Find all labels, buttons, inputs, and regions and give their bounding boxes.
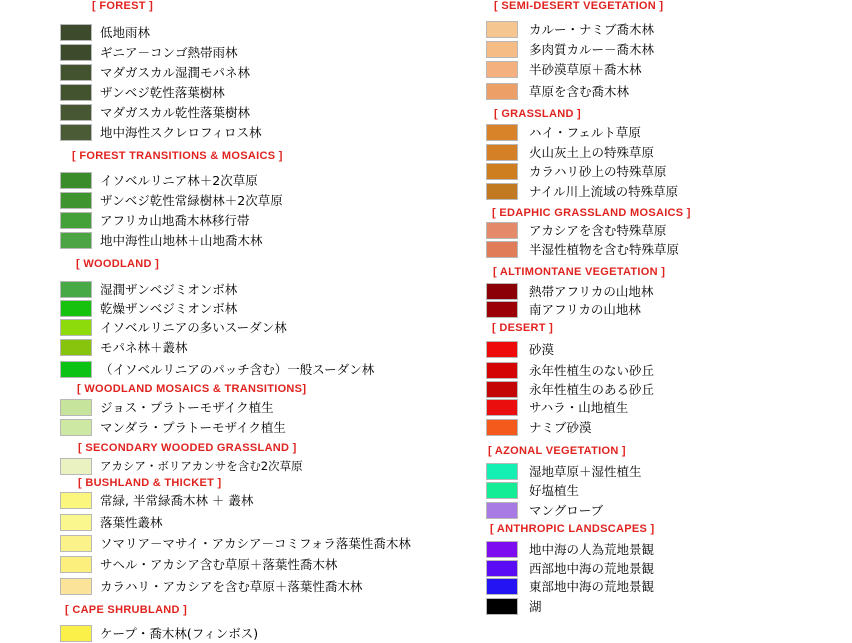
section-header-cape-shrubland: [ CAPE SHRUBLAND ] (65, 604, 188, 616)
legend-swatch (486, 124, 518, 141)
legend-swatch (60, 578, 92, 595)
legend-label: マングローブ (529, 503, 604, 518)
section-header-anthropic-landscapes: [ ANTHROPIC LANDSCAPES ] (490, 523, 655, 535)
legend-label: イソベルリニアの多いスーダン林 (100, 320, 287, 335)
legend-label: （イソベルリニアのパッチ含む）一般スーダン林 (100, 362, 375, 377)
legend-label: 多肉質カルー－喬木林 (529, 42, 655, 57)
legend-label: ジョス・プラトーモザイク植生 (100, 400, 274, 415)
section-header-azonal-vegetation: [ AZONAL VEGETATION ] (488, 445, 626, 457)
legend-label: アフリカ山地喬木林移行帯 (100, 213, 250, 228)
legend-label: ギニア－コンゴ熱帯雨林 (100, 45, 238, 60)
legend-label: カルー・ナミブ喬木林 (529, 22, 655, 37)
legend-swatch (486, 502, 518, 519)
legend-label: マダガスカル乾性落葉樹林 (100, 105, 251, 120)
legend-label: 湿潤ザンベジミオンボ林 (100, 282, 238, 297)
legend-swatch (60, 419, 92, 436)
legend-swatch (486, 41, 518, 58)
legend-label: ソマリア－マサイ・アカシア－コミフォラ落葉性喬木林 (100, 536, 411, 551)
legend-label: 西部地中海の荒地景観 (529, 561, 655, 576)
legend-swatch (60, 64, 92, 81)
legend-swatch (60, 84, 92, 101)
legend-label: 熱帯アフリカの山地林 (529, 284, 654, 299)
legend-swatch (486, 463, 518, 480)
legend-swatch (60, 172, 92, 189)
legend-label: カラハリ砂上の特殊草原 (529, 164, 667, 179)
legend-swatch (486, 362, 518, 379)
legend-label: マンダラ・プラトーモザイク植生 (100, 420, 286, 435)
legend-label: 落葉性叢林 (100, 515, 163, 530)
section-header-semi-desert-vegetation: [ SEMI-DESERT VEGETATION ] (494, 0, 664, 12)
legend-swatch (486, 598, 518, 615)
section-header-forest: [ FOREST ] (92, 0, 154, 12)
legend-label: 火山灰土上の特殊草原 (529, 145, 655, 160)
legend-label: 湿地草原＋湿性植生 (529, 464, 642, 479)
legend-swatch (486, 61, 518, 78)
legend-swatch (486, 341, 518, 358)
legend-label: アカシア・ボリアカンサを含む2次草原 (100, 459, 303, 473)
legend-swatch (486, 83, 518, 100)
legend-swatch (486, 482, 518, 499)
section-header-secondary-wooded-grassland: [ SECONDARY WOODED GRASSLAND ] (78, 442, 297, 454)
legend-label: ザンベジ乾性落葉樹林 (100, 85, 225, 100)
legend-label: 地中海性山地林＋山地喬木林 (100, 233, 263, 248)
legend-label: 常緑, 半常緑喬木林 ＋ 叢林 (100, 493, 254, 508)
legend-swatch (60, 339, 92, 356)
legend-swatch (486, 578, 518, 595)
section-header-desert: [ DESERT ] (492, 322, 554, 334)
legend-label: 湖 (529, 599, 542, 614)
legend-label: ザンベジ乾性常緑樹林＋2次草原 (100, 193, 283, 208)
legend-label: 砂漠 (529, 342, 555, 357)
legend-swatch (60, 361, 92, 378)
legend-swatch (60, 319, 92, 336)
legend-label: 低地雨林 (100, 25, 151, 40)
legend-label: 永年性植生のない砂丘 (529, 363, 655, 378)
legend-swatch (60, 212, 92, 229)
legend-label: ナミブ砂漠 (529, 420, 592, 435)
legend-swatch (60, 124, 92, 141)
legend-swatch (486, 183, 518, 200)
legend-swatch (60, 458, 92, 475)
legend-swatch (60, 192, 92, 209)
legend-swatch (60, 281, 92, 298)
legend-swatch (486, 381, 518, 398)
legend-label: ハイ・フェルト草原 (529, 125, 641, 140)
legend-swatch (60, 232, 92, 249)
legend-swatch (60, 399, 92, 416)
section-header-woodland: [ WOODLAND ] (76, 258, 160, 270)
legend-swatch (60, 514, 92, 531)
legend-swatch (486, 560, 518, 577)
legend-swatch (486, 21, 518, 38)
legend-swatch (486, 222, 518, 239)
section-header-bushland-thicket: [ BUSHLAND & THICKET ] (78, 477, 222, 489)
legend-swatch (486, 301, 518, 318)
legend-swatch (486, 241, 518, 258)
legend-swatch (60, 492, 92, 509)
legend-label: 草原を含む喬木林 (529, 84, 630, 99)
legend-label: マダガスカル湿潤モパネ林 (100, 65, 251, 80)
legend-label: モパネ林＋叢林 (100, 340, 188, 355)
legend-swatch (486, 419, 518, 436)
legend-label: 地中海性スクレロフィロス林 (100, 125, 262, 140)
legend-label: 地中海の人為荒地景観 (529, 542, 655, 557)
legend-swatch (60, 535, 92, 552)
legend-swatch (486, 163, 518, 180)
legend-swatch (486, 283, 518, 300)
legend-label: 半砂漠草原＋喬木林 (529, 62, 642, 77)
legend-swatch (486, 541, 518, 558)
legend-label: カラハリ・アカシアを含む草原＋落葉性喬木林 (100, 579, 363, 594)
legend-label: ケープ・喬木林(フィンボス) (100, 626, 259, 641)
legend-swatch (60, 556, 92, 573)
legend-swatch (486, 144, 518, 161)
legend-label: 南アフリカの山地林 (529, 302, 641, 317)
legend-swatch (486, 399, 518, 416)
section-header-woodland-mosaics-transitions: [ WOODLAND MOSAICS & TRANSITIONS] (77, 383, 307, 395)
legend-right-column (470, 0, 852, 641)
legend-label: 半湿性植物を含む特殊草原 (529, 242, 680, 257)
section-header-forest-transitions-mosaics: [ FOREST TRANSITIONS & MOSAICS ] (72, 150, 283, 162)
section-header-grassland: [ GRASSLAND ] (494, 108, 582, 120)
legend-swatch (60, 24, 92, 41)
legend-label: 永年性植生のある砂丘 (529, 382, 655, 397)
legend-label: 乾燥ザンベジミオンボ林 (100, 301, 238, 316)
legend-label: 好塩植生 (529, 483, 580, 498)
legend-swatch (60, 104, 92, 121)
legend-swatch (60, 300, 92, 317)
legend-swatch (60, 625, 92, 642)
legend-label: 東部地中海の荒地景観 (529, 579, 655, 594)
legend-label: アカシアを含む特殊草原 (529, 223, 667, 238)
legend-label: サヘル・アカシア含む草原＋落葉性喬木林 (100, 557, 338, 572)
legend-label: イソベルリニア林＋2次草原 (100, 173, 258, 188)
legend-label: サハラ・山地植生 (529, 400, 629, 415)
legend-label: ナイル川上流域の特殊草原 (529, 184, 679, 199)
section-header-altimontane-vegetation: [ ALTIMONTANE VEGETATION ] (493, 266, 666, 278)
legend-swatch (60, 44, 92, 61)
section-header-edaphic-grassland-mosaics: [ EDAPHIC GRASSLAND MOSAICS ] (492, 207, 691, 219)
